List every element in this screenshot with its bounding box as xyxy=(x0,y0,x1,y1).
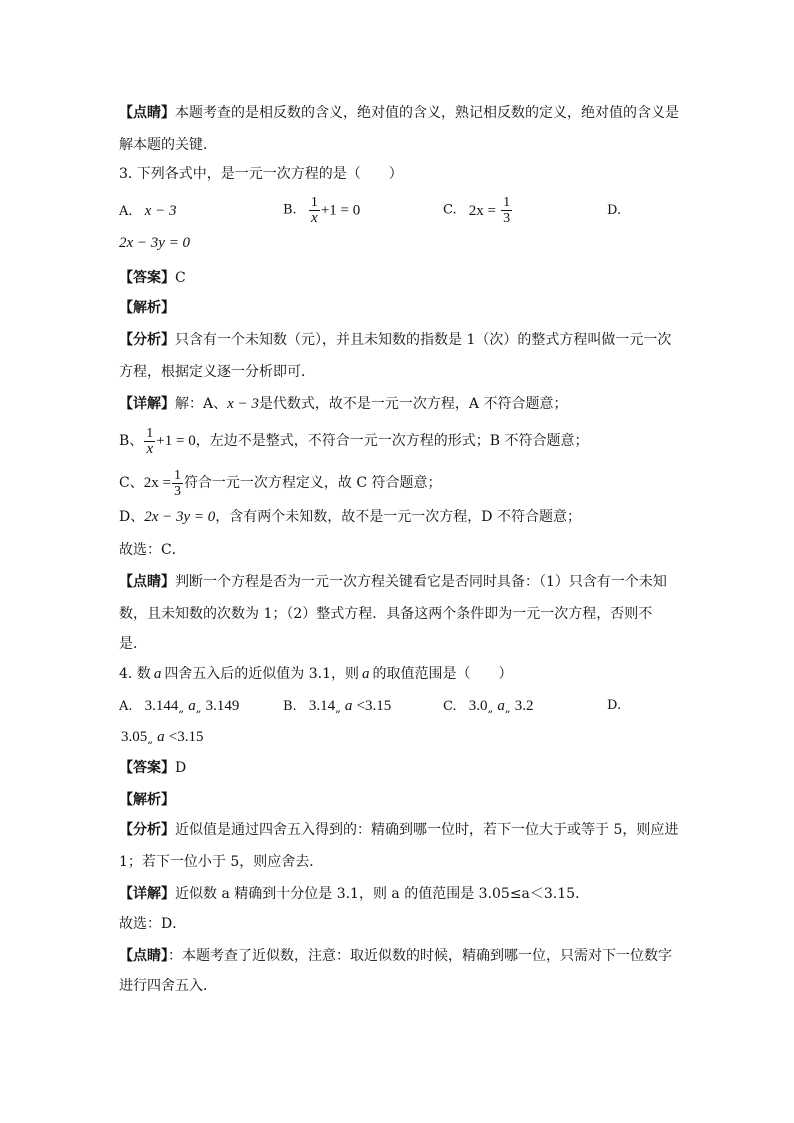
q4-option-b xyxy=(283,696,391,719)
option-expression: 2x − 3y = 0 xyxy=(119,235,191,251)
q4-answer xyxy=(119,758,679,778)
fenxi-text: 只含有一个未知数（元），并且未知数的指数是 1（次）的整式方程叫做一元一次 xyxy=(175,332,672,348)
variable: a xyxy=(153,666,162,682)
option-label: C. xyxy=(443,699,457,714)
dianjing-tag: 【点睛】 xyxy=(119,105,175,121)
q3-fenxi-line-2 xyxy=(119,362,679,382)
q4-option-d-expression xyxy=(121,727,203,750)
option-right: 3.15 xyxy=(177,729,204,745)
fraction-numerator: 1 xyxy=(146,425,154,441)
detail-text: 是代数式，故不是一元一次方程，A 不符合题意； xyxy=(258,396,568,412)
question-stem-text: 四舍五入后的近似值为 3.1，则 xyxy=(164,666,360,682)
option-symbol: „ xyxy=(178,702,185,715)
fenxi-text: 近似值是通过四舍五入得到的：精确到哪一位时，若下一位大于或等于 5，则应进 xyxy=(175,822,679,838)
detail-text: 近似数 a 精确到十分位是 3.1，则 a 的值范围是 3.05≤a＜3.15． xyxy=(175,886,590,902)
q4-option-d-label xyxy=(607,696,621,716)
q3-option-d-expression xyxy=(119,233,679,253)
q3-option-d-label xyxy=(607,201,621,221)
fraction-numerator: 1 xyxy=(310,195,318,210)
q3-option-a xyxy=(119,201,176,222)
option-right: 3.15 xyxy=(365,698,392,714)
detail-expression: 2x = xyxy=(143,475,171,491)
answer-tag: 【答案】 xyxy=(119,270,175,286)
question-stem-text: 的取值范围是（ ） xyxy=(372,666,513,682)
detail-text: D、 xyxy=(119,509,145,525)
q3-analysis-heading xyxy=(119,298,679,318)
option-expression: 2x = xyxy=(468,202,496,219)
question-stem-text: 3. 下列各式中，是一元一次方程的是（ ） xyxy=(119,166,403,182)
q4-option-c xyxy=(443,696,533,719)
dianjing-tag: 【点睛】 xyxy=(119,948,168,964)
option-symbol: „ xyxy=(504,702,511,715)
dianjing-text: 判断一个方程是否为一元一次方程关键看它是否同时具备：（1）只含有一个未知 xyxy=(175,574,667,590)
detail-expression: +1 = 0 xyxy=(156,433,196,449)
detail-text: ，左边不是整式，不符合一元一次方程的形式；B 不符合题意； xyxy=(195,433,589,449)
variable: a xyxy=(188,698,196,714)
q4-dianjing-line-2 xyxy=(119,976,679,996)
detail-text: ，含有两个未知数，故不是一元一次方程，D 不符合题意； xyxy=(215,509,581,525)
option-left: 3.05 xyxy=(121,729,148,745)
fraction-denominator: x xyxy=(146,440,154,457)
fenxi-text: 1；若下一位小于 5，则应舍去． xyxy=(119,854,324,870)
q3-option-b xyxy=(283,195,360,226)
q3-detail-b xyxy=(119,422,679,460)
q3-detail-a xyxy=(119,394,679,414)
q3-dianjing-line-1 xyxy=(119,572,679,592)
option-label: C. xyxy=(443,202,457,218)
analysis-tag: 【解析】 xyxy=(119,792,175,808)
answer-value: C xyxy=(175,270,186,286)
fraction-denominator: x xyxy=(310,210,318,226)
question-stem-text: 4. 数 xyxy=(119,666,151,682)
q3-dianjing-line-2 xyxy=(119,604,679,624)
dianjing-text: 本题考查的是相反数的含义，绝对值的含义，熟记相反数的定义，绝对值的含义是 xyxy=(175,105,679,121)
option-label: D. xyxy=(607,203,622,218)
fenxi-tag: 【分析】 xyxy=(119,822,175,838)
option-label: D. xyxy=(607,698,622,713)
q3-option-c xyxy=(443,195,513,226)
question-4-stem xyxy=(119,664,679,684)
option-expression: x − 3 xyxy=(144,203,177,219)
detail-tag: 【详解】 xyxy=(119,396,175,412)
option-symbol: „ xyxy=(195,702,202,715)
detail-text: 解：A、 xyxy=(175,396,228,412)
fenxi-tag: 【分析】 xyxy=(119,332,175,348)
option-left: 3.144 xyxy=(144,698,179,714)
q3-dianjing-line-3 xyxy=(119,634,679,654)
option-label: A. xyxy=(119,204,133,219)
detail-text: B、 xyxy=(119,433,144,449)
dianjing-text: ：本题考查了近似数，注意：取近似数的时候，精确到哪一位，只需对下一位数字 xyxy=(168,948,672,964)
dianjing-text: 是． xyxy=(119,636,147,652)
option-label: B. xyxy=(283,699,297,714)
q3-choose xyxy=(119,540,679,560)
option-symbol: „ xyxy=(147,733,153,746)
fraction-numerator: 1 xyxy=(173,467,181,483)
dianjing-text: 数，且未知数的次数为 1；（2）整式方程．具备这两个条件即为一元一次方程，否则不 xyxy=(119,606,653,622)
fraction-numerator: 1 xyxy=(503,195,511,210)
choose-text: 故选：D． xyxy=(119,916,187,932)
detail-tag: 【详解】 xyxy=(119,886,175,902)
q3-fenxi-line-1 xyxy=(119,330,679,350)
option-symbol: < xyxy=(356,698,366,714)
question-3-stem xyxy=(119,164,679,184)
detail-expression: x − 3 xyxy=(227,396,259,412)
dianjing-text: 解本题的关键． xyxy=(119,137,217,153)
q4-detail xyxy=(119,884,679,904)
q4-analysis-heading xyxy=(119,790,679,810)
choose-text: 故选：C． xyxy=(119,542,186,558)
q4-dianjing-line-1 xyxy=(119,946,679,966)
answer-tag: 【答案】 xyxy=(119,760,175,776)
variable: a xyxy=(362,666,370,682)
dianjing-line-2 xyxy=(119,135,679,155)
option-right: 3.149 xyxy=(205,698,240,714)
analysis-tag: 【解析】 xyxy=(119,300,175,316)
fenxi-text: 方程，根据定义逐一分析即可． xyxy=(119,364,315,380)
q3-detail-c xyxy=(119,464,679,502)
option-label: A. xyxy=(119,699,133,714)
option-symbol: < xyxy=(168,729,178,745)
q4-choose xyxy=(119,914,679,934)
fraction xyxy=(144,426,155,457)
q4-fenxi-line-2 xyxy=(119,852,679,872)
q3-answer xyxy=(119,268,679,288)
option-right: 3.2 xyxy=(514,698,534,714)
dianjing-text: 进行四舍五入． xyxy=(119,978,217,994)
variable: a xyxy=(157,729,165,745)
q4-option-a xyxy=(119,696,239,719)
detail-text: 符合一元一次方程定义，故 C 符合题意； xyxy=(183,475,442,491)
dianjing-line-1 xyxy=(119,103,679,123)
fraction xyxy=(172,468,183,499)
fraction-denominator: 3 xyxy=(173,483,181,499)
answer-value: D xyxy=(175,760,187,776)
dianjing-tag: 【点睛】 xyxy=(119,574,175,590)
option-expression: +1 = 0 xyxy=(320,202,361,219)
option-symbol: „ xyxy=(335,702,341,715)
variable: a xyxy=(344,698,353,714)
fraction-denominator: 3 xyxy=(503,211,511,226)
q4-fenxi-line-1 xyxy=(119,820,679,840)
detail-expression: 2x − 3y = 0 xyxy=(144,509,216,525)
variable: a xyxy=(497,698,505,714)
option-symbol: „ xyxy=(487,702,494,715)
option-label: B. xyxy=(283,202,297,218)
detail-text: C、 xyxy=(119,475,144,491)
fraction xyxy=(501,195,512,226)
option-left: 3.0 xyxy=(468,698,488,714)
fraction xyxy=(309,195,320,226)
option-left: 3.14 xyxy=(308,698,336,714)
q3-detail-d xyxy=(119,507,679,527)
